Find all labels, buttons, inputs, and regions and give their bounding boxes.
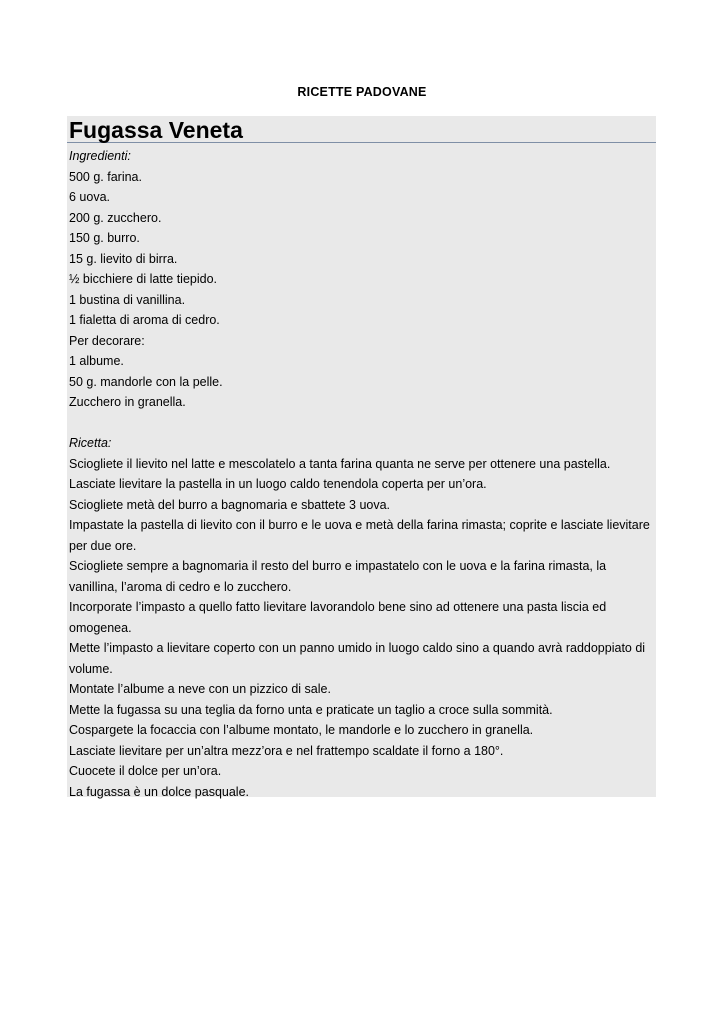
recipe-step: Montate l’albume a neve con un pizzico di sale. (69, 682, 331, 696)
recipe-step: Incorporate l’impasto a quello fatto lievitare lavorandolo bene sino ad ottenere una pasta liscia ed omogenea. (69, 600, 607, 635)
ingredient-item: 200 g. zucchero. (69, 210, 162, 225)
ingredient-item: Zucchero in granella. (69, 395, 186, 409)
recipe-step: Lasciate lievitare la pastella in un luogo caldo tenendola coperta per un’ora. (69, 477, 487, 491)
recipe-step: Cuocete il dolce per un’ora. (69, 764, 222, 778)
recipe-step: Mette la fugassa su una teglia da forno unta e praticate un taglio a croce sulla sommità. (69, 702, 553, 717)
recipe-step: Sciogliete il lievito nel latte e mescolatelo a tanta farina quanta ne serve per ottenere una pastella. (69, 456, 611, 471)
page-header: RICETTE PADOVANE (297, 85, 427, 99)
ingredient-item: 500 g. farina. (69, 169, 142, 184)
recipe-step: Mette l’impasto a lievitare coperto con un panno umido in luogo caldo sino a quando avrà raddoppiato di volume. (69, 641, 646, 676)
ingredient-item: 150 g. burro. (69, 231, 140, 245)
ingredient-item: 15 g. lievito di birra. (69, 251, 178, 266)
ingredients-label: Ingredienti: (69, 149, 131, 163)
recipe-step: Lasciate lievitare per un’altra mezz’ora e nel frattempo scaldate il forno a 180°. (69, 743, 504, 758)
ingredient-item: 1 bustina di vanillina. (69, 292, 186, 307)
recipe-title: Fugassa Veneta (67, 116, 656, 143)
decoration-label: Per decorare: (69, 333, 145, 348)
recipe-label: Ricetta: (69, 436, 112, 450)
ingredient-item: 1 albume. (69, 354, 124, 368)
recipe-step: La fugassa è un dolce pasquale. (69, 784, 249, 799)
recipe-step: Impastate la pastella di lievito con il burro e le uova e metà della farina rimasta; coprite e lasciate lievitare per due ore. (69, 518, 650, 553)
section-spacer (69, 413, 655, 434)
recipe-step: Sciogliete sempre a bagnomaria il resto del burro e impastatelo con le uova e la farina rimasta, la vanillina, l’aroma di cedro e lo zucchero. (69, 559, 607, 594)
ingredient-item: 6 uova. (69, 190, 111, 204)
ingredient-item: 1 fialetta di aroma di cedro. (69, 313, 220, 327)
ingredient-item: ½ bicchiere di latte tiepido. (69, 272, 218, 286)
ingredient-item: 50 g. mandorle con la pelle. (69, 374, 223, 389)
recipe-step: Cospargete la focaccia con l’albume montato, le mandorle e lo zucchero in granella. (69, 723, 534, 737)
recipe-content (69, 146, 655, 802)
recipe-step: Sciogliete metà del burro a bagnomaria e sbattete 3 uova. (69, 497, 391, 512)
